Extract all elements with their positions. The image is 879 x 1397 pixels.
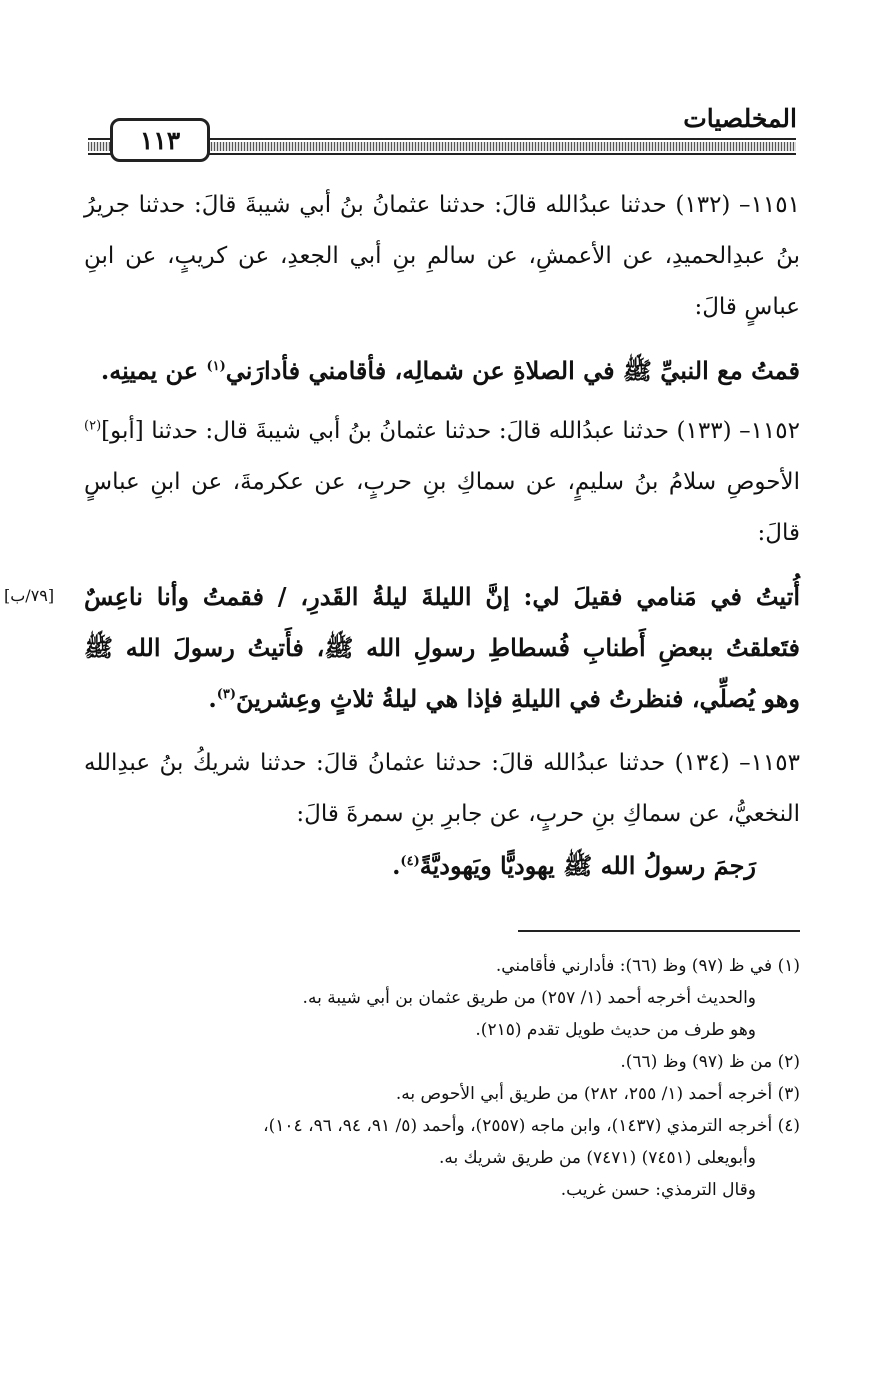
manuscript-folio-marker: [٧٩/ب] <box>4 586 55 605</box>
page-number: ١١٣ <box>139 125 181 155</box>
footnote-line: والحديث أخرجه أحمد (١/ ٢٥٧) من طريق عثمان بن أبي شيبة به. <box>302 988 756 1008</box>
page-number-frame <box>110 118 210 162</box>
isnad-text: ١١٥٢– (١٣٣) حدثنا عبدُالله قالَ: حدثنا عثمانُ بنُ أبي شيبةَ قال: حدثنا [أبو]$^{(٢)}$ الأحوصِ سلامُ بنُ سليمٍ، عن سماكِ بنِ حربٍ، عن عكرمةَ، عن ابنِ عباسٍ قالَ: <box>84 418 800 546</box>
matn-text: أُتيتُ في مَنامي فقيلَ لي: إنَّ الليلةَ ليلةُ القَدرِ، / فقمتُ وأنا ناعِسٌ فتَعلقتُ ببعضِ أَطنابِ فُسطاطِ رسولِ الله ﷺ، فأَتيتُ رسولَ الله ﷺ وهو يُصلِّي، فنظرتُ في الليلةِ فإذا هي ليلةُ ثلاثٍ وعِشرينَ$^{(٣)}$. <box>84 582 800 713</box>
footnote-line: (٢) من ظ (٩٧) وظ (٦٦). <box>620 1052 800 1072</box>
footnote-ref: (٢) <box>84 418 102 434</box>
matn-text: قمتُ مع النبيِّ ﷺ في الصلاةِ عن شمالِه، فأقامني فأدارَني$^{(١)}$ عن يمينِه. <box>100 356 800 385</box>
footnote-ref: (٤) <box>400 854 420 869</box>
isnad-text: ١١٥١– (١٣٢) حدثنا عبدُالله قالَ: حدثنا عثمانُ بنُ أبي شيبةَ قالَ: حدثنا جريرُ بنُ عبدِالحميدِ، عن الأعمشِ، عن سالمِ بنِ أبي الجعدِ، عن كريبٍ، عن ابنِ عباسٍ قالَ: <box>84 192 800 320</box>
footnote-line: وأبويعلى (٧٤٥١) (٧٤٧١) من طريق شريك به. <box>439 1148 756 1168</box>
book-title: المخلصيات <box>683 104 797 133</box>
footnote-line: (٤) أخرجه الترمذي (١٤٣٧)، وابن ماجه (٢٥٥٧)، وأحمد (٥/ ٩١، ٩٤، ٩٦، ١٠٤)، <box>263 1116 800 1136</box>
footnotes <box>120 950 800 1206</box>
footnote-ref: (٣) <box>216 687 236 702</box>
footnote-ref: (١) <box>206 359 226 374</box>
matn-text: رَجمَ رسولُ الله ﷺ يهوديًّا ويَهوديَّةً$^{(٤)}$. <box>392 851 756 880</box>
footnote-separator <box>518 930 800 932</box>
footnote-line: وهو طرف من حديث طويل تقدم (٢١٥). <box>475 1020 756 1040</box>
footnote-line: (٣) أخرجه أحمد (١/ ٢٥٥، ٢٨٢) من طريق أبي الأحوص به. <box>395 1084 800 1104</box>
hadith-entry-1153 <box>84 738 800 891</box>
footnote-line: وقال الترمذي: حسن غريب. <box>560 1180 756 1200</box>
footnote-line: (١) في ظ (٩٧) وظ (٦٦): فأدارني فأقامني. <box>495 956 800 976</box>
isnad-text: ١١٥٣– (١٣٤) حدثنا عبدُالله قالَ: حدثنا عثمانُ قالَ: حدثنا شريكُ بنُ عبدِالله النخعيُّ، عن سماكِ بنِ حربٍ، عن جابرِ بنِ سمرةَ قالَ: <box>84 750 800 827</box>
hadith-entry-1151 <box>84 180 800 396</box>
hadith-entry-1152 <box>84 406 800 724</box>
